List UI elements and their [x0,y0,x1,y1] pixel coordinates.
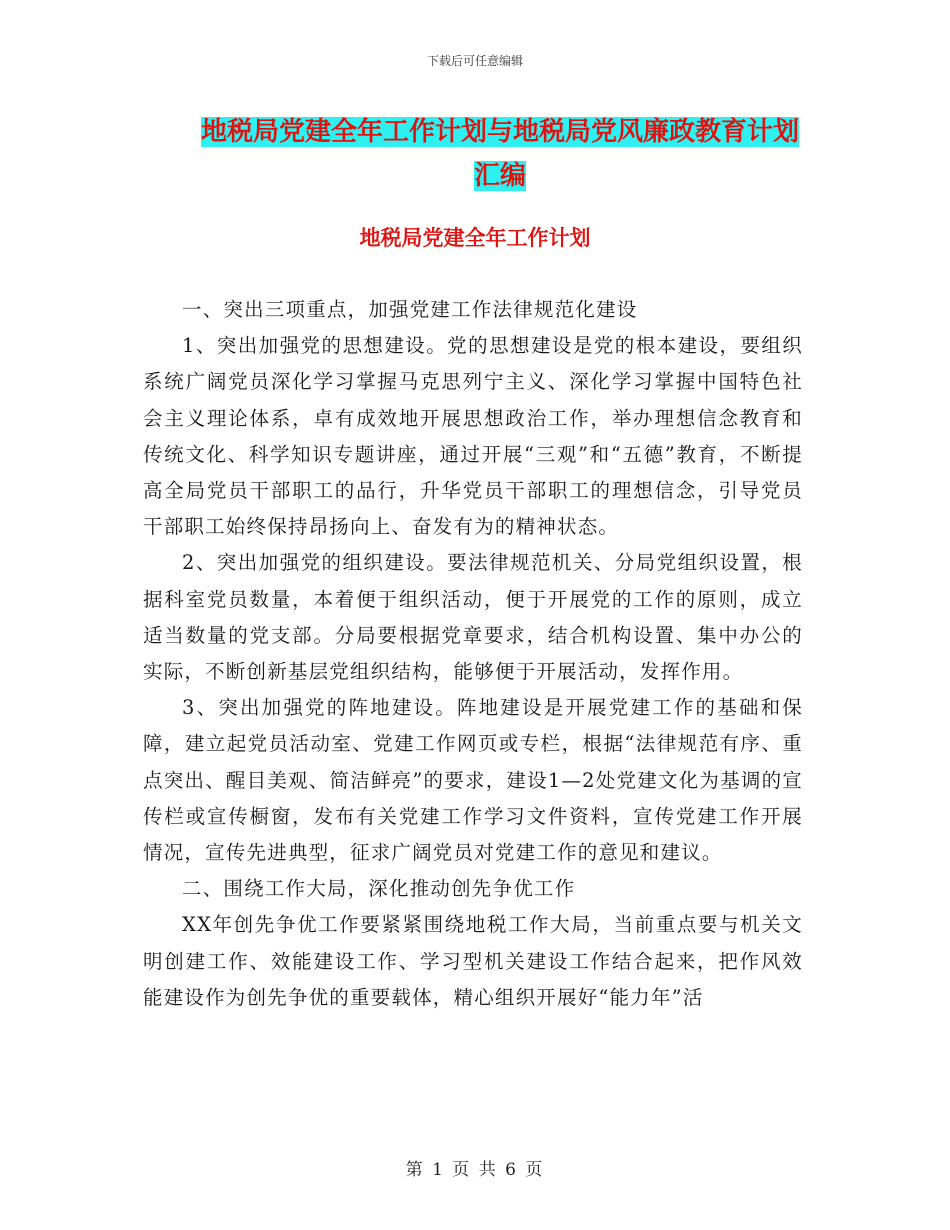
document-body [143,292,803,1016]
section-title: 地税局党建全年工作计划 [359,226,591,250]
paragraph-excellence: XX年创先争优工作要紧紧围绕地税工作大局，当前重点要与机关文明创建工作、效能建设工作、学习型机关建设工作结合起来，把作风效能建设作为创先争优的重要载体，精心组织开展好“能力年”活 [143,913,803,1009]
page-header-note: 下载后可任意编辑 [426,54,523,68]
heading-one: 一、突出三项重点，加强党建工作法律规范化建设 [182,298,638,321]
heading-two: 二、围绕工作大局，深化推动创先争优工作 [182,877,576,901]
document-title-line-1: 地税局党建全年工作计划与地税局党风廉政教育计划 [200,117,799,147]
paragraph-organization: 2、突出加强党的组织建设。要法律规范机关、分局党组织设置，根据科室党员数量，本着便于组织活动，便于开展党的工作的原则，成立适当数量的党支部。分局要根据党章要求，结合机构设置、集中办公的实际，不断创新基层党组织结构，能够便于开展活动，发挥作用。 [143,551,803,684]
paragraph-position: 3、突出加强党的阵地建设。阵地建设是开展党建工作的基础和保障，建立起党员活动室、党建工作网页或专栏，根据“法律规范有序、重点突出、醒目美观、简洁鲜亮”的要求，建设1—2处党建文化为基调的宣传栏或宣传橱窗，发布有关党建工作学习文件资料，宣传党建工作开展情况，宣传先进典型，征求广阔党员对党建工作的意见和建议。 [143,696,803,865]
paragraph-ideology: 1、突出加强党的思想建设。党的思想建设是党的根本建设，要组织系统广阔党员深化学习掌握马克思列宁主义、深化学习掌握中国特色社会主义理论体系，卓有成效地开展思想政治工作，举办理想信念教育和传统文化、科学知识专题讲座，通过开展“三观”和“五德”教育，不断提高全局党员干部职工的品行，升华党员干部职工的理想信念，引导党员干部职工始终保持昂扬向上、奋发有为的精神状态。 [143,334,803,539]
document-title-line-2: 汇编 [473,161,526,191]
document-title [190,110,810,198]
page-number: 第 1 页 共 6 页 [405,1160,545,1180]
